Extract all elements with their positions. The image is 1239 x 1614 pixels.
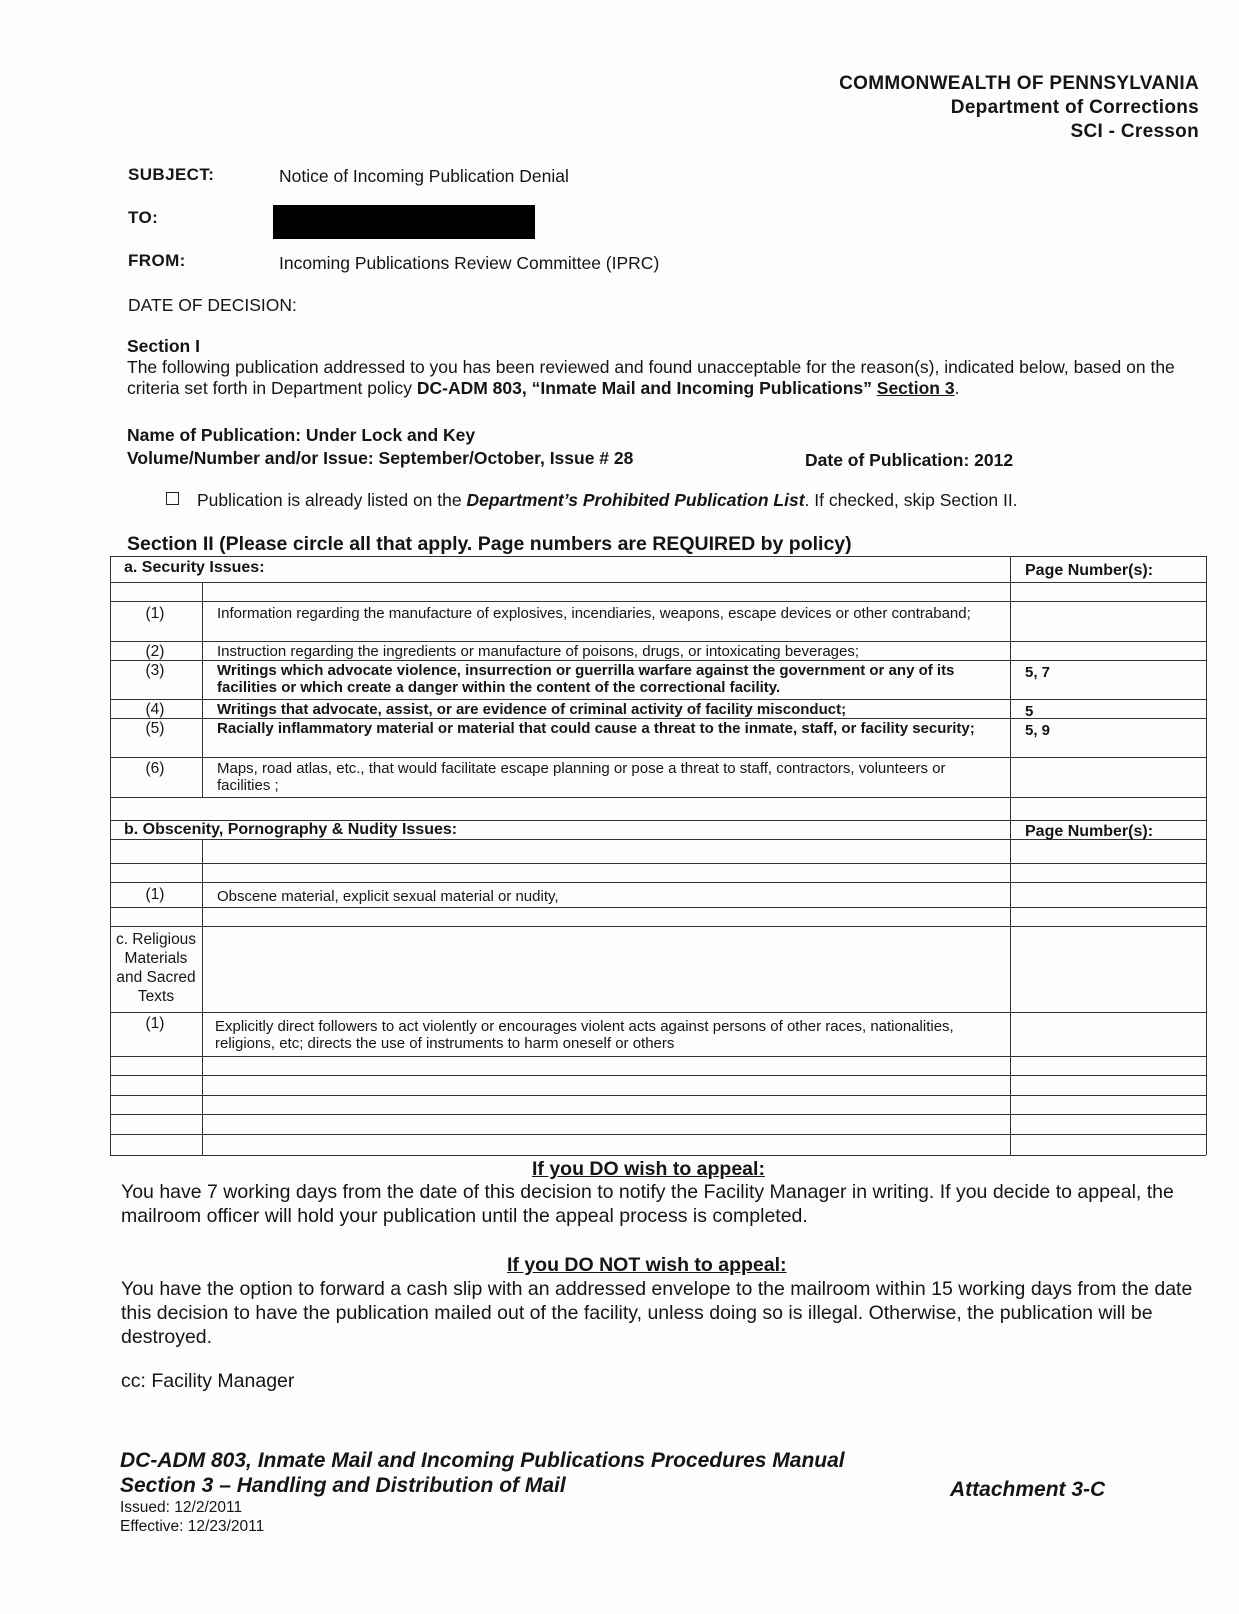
cc-line: cc: Facility Manager <box>121 1370 295 1392</box>
effective-date: Effective: 12/23/2011 <box>120 1518 265 1535</box>
section-1-text: The following publication addressed to you has been reviewed and found unacceptable for the reason(s), indicated below, based on the criteria set forth in Department policy DC-ADM 803, “Inmate Mail and Incoming Publications” Section 3. <box>127 357 1175 398</box>
security-item-pages: 5 <box>1025 703 1034 720</box>
religious-materials-header: c. Religious Materials and Sacred Texts <box>115 931 197 1005</box>
attachment-label: Attachment 3-C <box>950 1478 1106 1501</box>
header-department: Department of Corrections <box>950 97 1199 118</box>
footer-dates <box>120 1498 264 1536</box>
no-appeal-text: You have the option to forward a cash slip with an addressed envelope to the mailroom within 15 working days from the date this decision to have the publication mailed out of the facility, unless doing so is illegal. Otherwise, the publication will be destroyed. <box>121 1278 1193 1348</box>
section-1 <box>127 336 1177 399</box>
security-item-pages: 5, 7 <box>1025 664 1051 681</box>
issued-date: Issued: 12/2/2011 <box>120 1499 243 1516</box>
security-item-number: (3) <box>145 662 165 679</box>
security-item-number: (5) <box>145 720 165 737</box>
publication-name: Name of Publication: Under Lock and Key <box>127 425 476 445</box>
security-item-number: (4) <box>145 701 165 718</box>
to-label: TO: <box>128 208 159 227</box>
date-of-decision-label: DATE OF DECISION: <box>128 295 297 315</box>
security-item-number: (6) <box>145 760 165 777</box>
appeal-heading: If you DO wish to appeal: <box>532 1158 765 1180</box>
obscenity-item-text: Obscene material, explicit sexual material or nudity, <box>217 888 559 905</box>
appeal-text: You have 7 working days from the date of this decision to notify the Facility Manager in writing. If you decide to appeal, the mailroom officer will hold your publication until the appeal process is completed. <box>121 1181 1174 1227</box>
obscenity-page-numbers-header: Page Number(s): <box>1025 823 1154 840</box>
security-item-text: Writings which advocate violence, insurrection or guerrilla warfare against the government or any of its facilities or which create a danger within the content of the correctional facility. <box>217 662 955 696</box>
section-reference: Section 3 <box>876 378 955 398</box>
security-item-text: Maps, road atlas, etc., that would facilitate escape planning or pose a threat to staff, contractors, volunteers or facilities ; <box>217 760 946 794</box>
from-label: FROM: <box>128 251 186 270</box>
security-item-pages: 5, 9 <box>1025 722 1051 739</box>
subject-label: SUBJECT: <box>128 165 215 184</box>
footer-section-title: Section 3 – Handling and Distribution of Mail <box>120 1474 566 1497</box>
no-appeal-heading: If you DO NOT wish to appeal: <box>507 1254 787 1276</box>
security-issues-header: a. Security Issues: <box>124 559 265 576</box>
policy-footer <box>120 1448 845 1498</box>
section-2-title: Section II (Please circle all that apply. Page numbers are REQUIRED by policy) <box>127 533 852 555</box>
prohibited-list-checkbox[interactable] <box>166 492 179 505</box>
security-item-text: Instruction regarding the ingredients or manufacture of poisons, drugs, or intoxicating beverages; <box>217 643 860 660</box>
header-commonwealth: COMMONWEALTH OF PENNSYLVANIA <box>839 73 1199 94</box>
obscenity-issues-header: b. Obscenity, Pornography & Nudity Issues: <box>124 821 458 838</box>
prohibited-list-row: Publication is already listed on the Department’s Prohibited Publication List. If checked, skip Section II. <box>166 490 1018 511</box>
section-1-title: Section I <box>127 336 200 356</box>
subject-value: Notice of Incoming Publication Denial <box>279 166 569 186</box>
religious-item-number: (1) <box>145 1015 165 1032</box>
obscenity-item-number: (1) <box>145 886 165 903</box>
prohibited-list-name: Department’s Prohibited Publication List <box>466 490 805 510</box>
policy-reference: DC-ADM 803, “Inmate Mail and Incoming Publications” <box>416 378 872 398</box>
security-item-number: (2) <box>145 643 165 660</box>
redacted-recipient-bar <box>273 205 535 239</box>
publication-volume: Volume/Number and/or Issue: September/October, Issue # 28 <box>127 448 634 468</box>
religious-item-text: Explicitly direct followers to act violently or encourages violent acts against persons of other races, nationalities, religions, etc; directs the use of instruments to harm oneself or others <box>215 1018 954 1052</box>
criteria-table <box>110 556 1206 1155</box>
publication-date: Date of Publication: 2012 <box>805 450 1014 470</box>
footer-manual-title: DC-ADM 803, Inmate Mail and Incoming Publications Procedures Manual <box>120 1449 845 1472</box>
header-institution: SCI - Cresson <box>1070 121 1199 142</box>
security-item-number: (1) <box>145 605 165 622</box>
security-item-text: Information regarding the manufacture of explosives, incendiaries, weapons, escape devices or other contraband; <box>217 605 971 622</box>
publication-info <box>127 424 633 470</box>
from-value: Incoming Publications Review Committee (IPRC) <box>279 253 660 273</box>
security-page-numbers-header: Page Number(s): <box>1025 562 1154 579</box>
security-item-text: Racially inflammatory material or material that could cause a threat to the inmate, staff, or facility security; <box>217 720 975 737</box>
security-item-text: Writings that advocate, assist, or are evidence of criminal activity of facility misconduct; <box>217 701 847 718</box>
department-header <box>839 72 1199 144</box>
